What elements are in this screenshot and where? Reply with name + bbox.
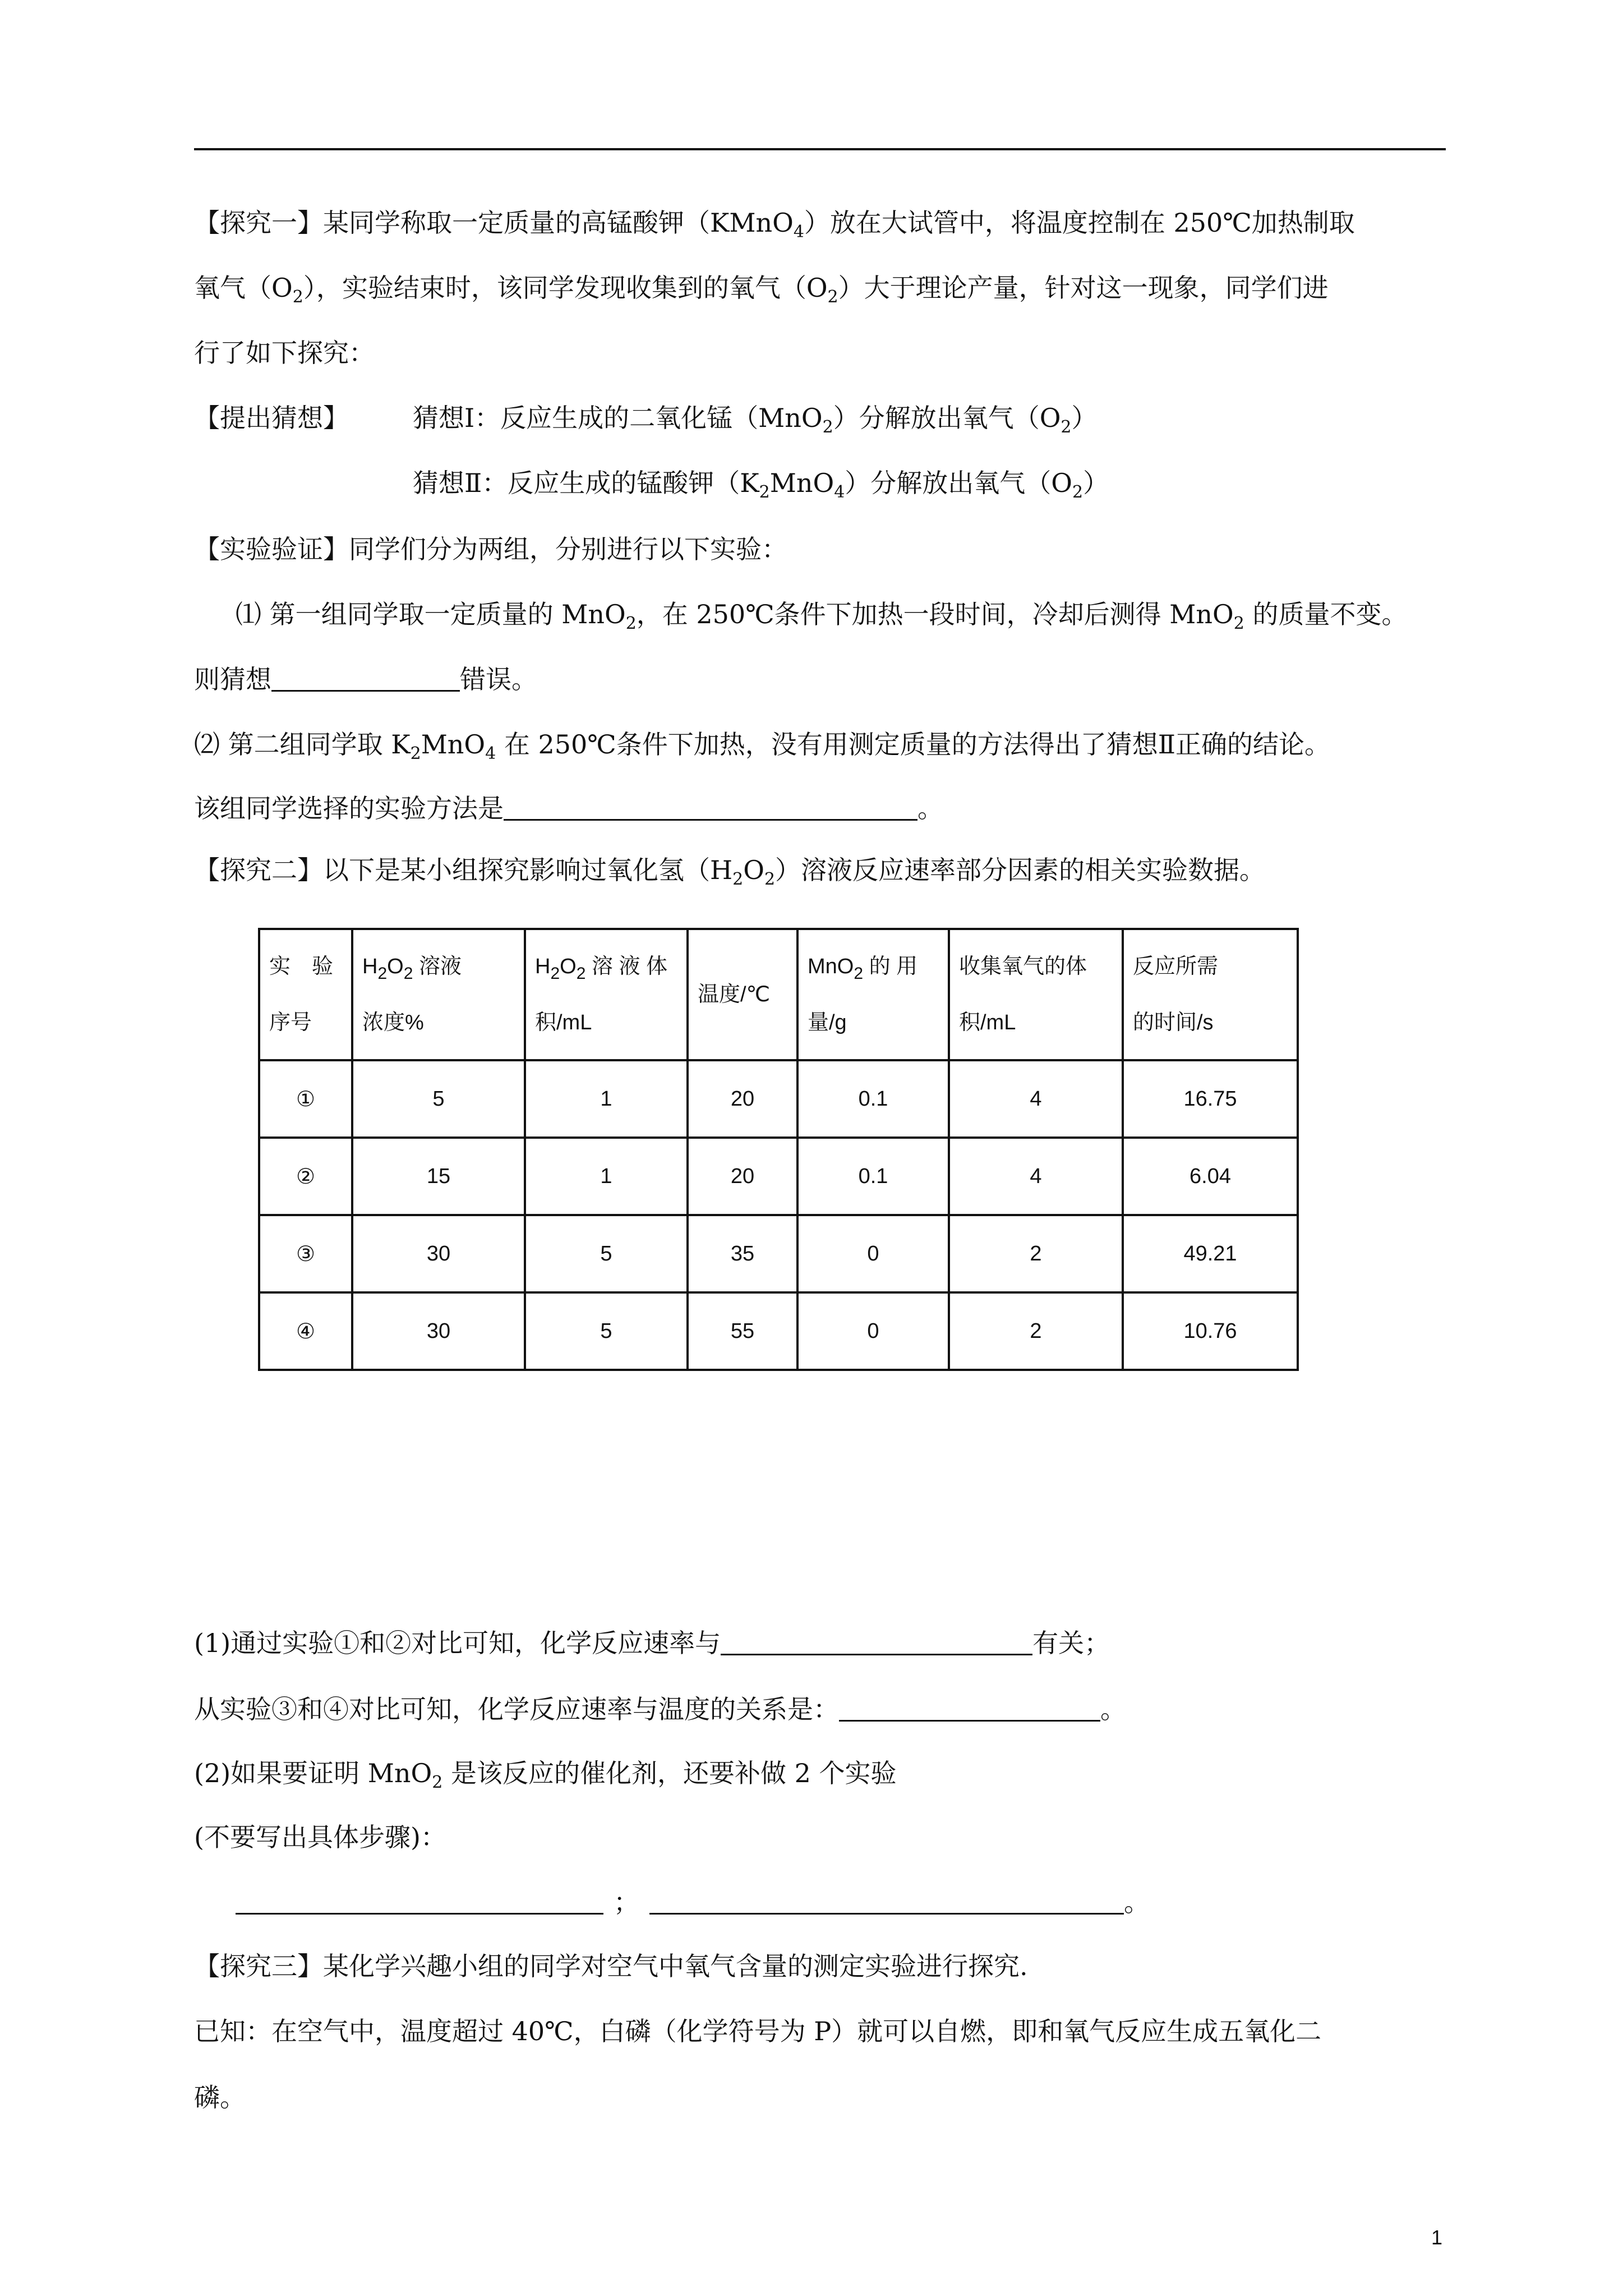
header-temperature: 温度/℃ — [688, 929, 797, 1060]
answer-blank-temperature-relation[interactable] — [839, 1695, 1100, 1722]
table-cell: ④ — [259, 1292, 352, 1370]
table-cell: 4 — [949, 1060, 1123, 1138]
table-row — [259, 1060, 1298, 1138]
section1-intro-line2: 氧气$(O_2)$，实验结束时，该同学发现收集到的氧气$(O_2)$大于理论产量，针对这一现象，同学们进 — [194, 273, 1329, 307]
answer-blank-hypothesis[interactable] — [271, 665, 460, 692]
table-cell: 6.04 — [1123, 1138, 1298, 1215]
table-cell: 30 — [352, 1292, 525, 1370]
table-row — [259, 1215, 1298, 1292]
section3-intro: 【探究三】某化学兴趣小组的同学对空气中氧气含量的测定实验进行探究. — [194, 1951, 1028, 1981]
table-cell: 16.75 — [1123, 1060, 1298, 1138]
table-cell: ② — [259, 1138, 352, 1215]
section3-known-line2: 磷。 — [194, 2082, 246, 2113]
table-header-row — [259, 929, 1298, 1060]
s2-question1: (1)通过实验①和②对比可知，化学反应速率与 有关； — [194, 1628, 1110, 1658]
header-solution-volume: $H_2O_2$ 溶 液 体 积/mL — [525, 929, 688, 1060]
s2-question1-line2: 从实验③和④对比可知，化学反应速率与温度的关系是： 。 — [194, 1694, 1126, 1724]
table-cell: ① — [259, 1060, 352, 1138]
s1-question1-line2: 则猜想 错误。 — [194, 664, 537, 694]
answer-blank-experiment-2[interactable] — [649, 1888, 1124, 1915]
table-cell: 35 — [688, 1215, 797, 1292]
header-reaction-time: 反应所需 的时间/s — [1123, 929, 1298, 1060]
section1-intro-line1: 【探究一】某同学称取一定质量的高锰酸钾（KMnO$_4$）放在大试管中，将温度控制在 250℃加热制取 — [194, 208, 1355, 242]
s2-question2: (2)如果要证明 MnO$_2$ 是该反应的催化剂，还要补做 2 个实验 — [194, 1758, 897, 1792]
header-mno2-amount: MnO$_2$ 的 用 量/g — [797, 929, 949, 1060]
header-oxygen-volume: 收集氧气的体 积/mL — [949, 929, 1123, 1060]
hypothesis-label: 【提出猜想】 — [194, 403, 349, 433]
table-cell: 30 — [352, 1215, 525, 1292]
table-cell: ③ — [259, 1215, 352, 1292]
header-concentration: $H_2O_2$ 溶液 浓度% — [352, 929, 525, 1060]
s2-question2-line2: (不要写出具体步骤)： — [194, 1822, 446, 1852]
hypothesis-2: 猜想Ⅱ：反应生成的锰酸钾$(K_2MnO_4)$分解放出氧气$(O_2)$ — [413, 468, 1109, 502]
table-cell: 49.21 — [1123, 1215, 1298, 1292]
s1-question2: ⑵ 第二组同学取 $K_2MnO_4$ 在 250℃条件下加热，没有用测定质量的方法得出了猜想Ⅱ正确的结论。 — [194, 729, 1331, 763]
section1-intro-line3: 行了如下探究： — [194, 338, 375, 368]
header-experiment-number: 实 验 序号 — [259, 929, 352, 1060]
answer-blank-experiment-1[interactable] — [236, 1888, 603, 1915]
verify-heading: 【实验验证】同学们分为两组，分别进行以下实验： — [194, 534, 787, 564]
s2-question2-answers: ； 。 — [236, 1887, 1150, 1918]
section3-known-line1: 已知：在空气中，温度超过 40℃，白磷（化学符号为 P）就可以自燃，即和氧气反应生成五氧化二 — [194, 2016, 1322, 2046]
answer-blank-method[interactable] — [504, 794, 917, 821]
table-cell: 0.1 — [797, 1060, 949, 1138]
s1-question2-line2: 该组同学选择的实验方法是 。 — [194, 793, 943, 823]
table-cell: 0 — [797, 1292, 949, 1370]
page-number: 1 — [1431, 2226, 1443, 2249]
table-cell: 1 — [525, 1138, 688, 1215]
table-row — [259, 1292, 1298, 1370]
table-cell: 20 — [688, 1060, 797, 1138]
table-cell: 10.76 — [1123, 1292, 1298, 1370]
table-cell: 55 — [688, 1292, 797, 1370]
table-cell: 5 — [525, 1292, 688, 1370]
s1-question1: ⑴ 第一组同学取一定质量的 MnO$_2$，在 250℃条件下加热一段时间，冷却后测得 MnO$_2$ 的质量不变。 — [236, 599, 1408, 633]
answer-blank-factor[interactable] — [721, 1629, 1032, 1655]
section2-intro: 【探究二】以下是某小组探究影响过氧化氢$(H_2O_2)$溶液反应速率部分因素的相关实验数据。 — [194, 855, 1266, 889]
table-cell: 0 — [797, 1215, 949, 1292]
table-row — [259, 1138, 1298, 1215]
table-cell: 5 — [525, 1215, 688, 1292]
header-rule — [194, 148, 1446, 150]
table-cell: 20 — [688, 1138, 797, 1215]
table-cell: 2 — [949, 1215, 1123, 1292]
table-cell: 0.1 — [797, 1138, 949, 1215]
hypothesis-1: 猜想Ⅰ：反应生成的二氧化锰（MnO$_2$）分解放出氧气$(O_2)$ — [413, 403, 1098, 437]
table-cell: 4 — [949, 1138, 1123, 1215]
table-cell: 1 — [525, 1060, 688, 1138]
experiment-data-table — [258, 928, 1299, 1371]
table-cell: 15 — [352, 1138, 525, 1215]
table-cell: 5 — [352, 1060, 525, 1138]
table-cell: 2 — [949, 1292, 1123, 1370]
